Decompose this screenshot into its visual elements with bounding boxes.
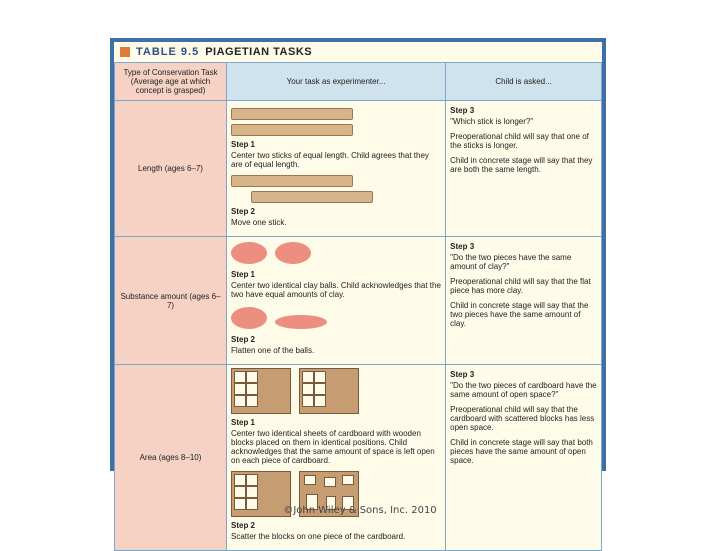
concrete-text: Child in concrete stage will say that they are both the same length. (450, 156, 593, 174)
clay-ball-image (275, 242, 311, 264)
question-text: "Do the two pieces of cardboard have the same amount of open space?" (450, 381, 597, 399)
stick-image (231, 175, 353, 187)
clay-ball-image (231, 242, 267, 264)
experimenter-substance (227, 237, 446, 365)
table-number: TABLE 9.5 (136, 46, 200, 58)
experimenter-length (227, 101, 446, 237)
step-label: Step 2 (231, 207, 256, 216)
header-experimenter: Your task as experimenter... (227, 63, 446, 101)
experimenter-area (227, 365, 446, 551)
table-title-bar (114, 42, 602, 62)
cardboard-image (231, 368, 291, 414)
stick-image (231, 124, 353, 136)
step-text: Center two sticks of equal length. Child agrees that they are of equal length. (231, 151, 429, 169)
clay-ball-image (231, 307, 267, 329)
header-child-asked: Child is asked... (446, 63, 602, 101)
copyright-footer: ©John Wiley & Sons, Inc. 2010 (283, 505, 437, 516)
step-text: Scatter the blocks on one piece of the cardboard. (231, 532, 406, 541)
concrete-text: Child in concrete stage will say that the two pieces have the same amount of clay. (450, 301, 589, 328)
step-label: Step 1 (231, 270, 256, 279)
step-label: Step 1 (231, 418, 256, 427)
task-substance: Substance amount (ages 6–7) (115, 237, 227, 365)
step-label: Step 3 (450, 370, 475, 379)
concrete-text: Child in concrete stage will say that both pieces have the same amount of open space. (450, 438, 593, 465)
preoperational-text: Preoperational child will say that one of the sticks is longer. (450, 132, 589, 150)
table-title: PIAGETIAN TASKS (205, 46, 313, 58)
preoperational-text: Preoperational child will say that the flat piece has more clay. (450, 277, 591, 295)
step-label: Step 2 (231, 521, 256, 530)
child-asked-substance (446, 237, 602, 365)
preoperational-text: Preoperational child will say that the cardboard with scattered blocks has less open space. (450, 405, 595, 432)
stick-image (251, 191, 373, 203)
step-label: Step 1 (231, 140, 256, 149)
step-text: Center two identical clay balls. Child acknowledges that the two have equal amounts of clay. (231, 281, 441, 299)
piagetian-table (114, 62, 602, 551)
question-text: "Do the two pieces have the same amount of clay?" (450, 253, 572, 271)
stick-image (231, 108, 353, 120)
step-label: Step 2 (231, 335, 256, 344)
step-text: Flatten one of the balls. (231, 346, 315, 355)
cardboard-image (299, 368, 359, 414)
child-asked-length (446, 101, 602, 237)
header-task-type: Type of Conservation Task (Average age at which concept is grasped) (115, 63, 227, 101)
task-area: Area (ages 8–10) (115, 365, 227, 551)
step-label: Step 3 (450, 106, 475, 115)
task-length: Length (ages 6–7) (115, 101, 227, 237)
step-label: Step 3 (450, 242, 475, 251)
child-asked-area (446, 365, 602, 551)
clay-flat-image (275, 315, 327, 329)
step-text: Center two identical sheets of cardboard with wooden blocks placed on them in identical positions. Child acknowledges that the same amount of space is left open on each piece of cardboard. (231, 429, 435, 465)
question-text: "Which stick is longer?" (450, 117, 534, 126)
table-row (115, 101, 602, 237)
table-row (115, 365, 602, 551)
step-text: Move one stick. (231, 218, 287, 227)
table-header-row (115, 63, 602, 101)
title-square-icon (120, 47, 130, 57)
table-row (115, 237, 602, 365)
